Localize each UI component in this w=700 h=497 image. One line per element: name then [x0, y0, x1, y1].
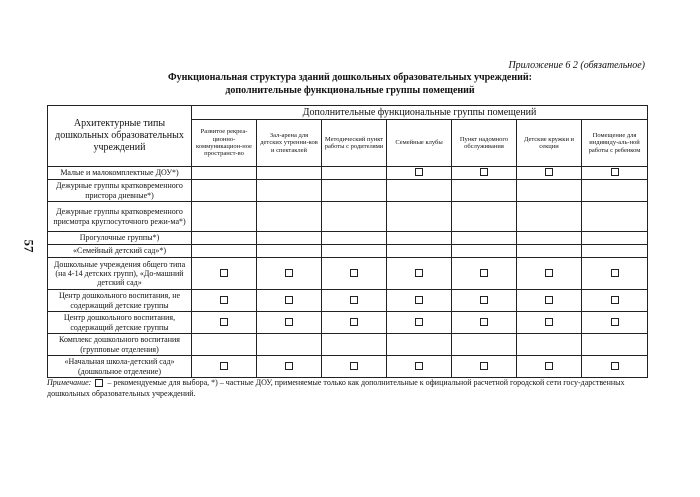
- table-row: [48, 232, 648, 245]
- table-cell: [322, 167, 387, 180]
- table-cell: [322, 245, 387, 258]
- recommended-box-icon: [480, 269, 488, 277]
- table-cell: [192, 290, 257, 312]
- table-cell: [517, 334, 582, 356]
- table-row: [48, 202, 648, 232]
- table-cell: [257, 167, 322, 180]
- table-cell: [582, 356, 648, 378]
- table-cell: [192, 245, 257, 258]
- column-header: Семейные клубы: [387, 120, 452, 167]
- row-label: Дежурные группы кратковременного пристора дневные*): [48, 180, 192, 202]
- table-cell: [582, 245, 648, 258]
- recommended-box-icon: [220, 362, 228, 370]
- recommended-box-icon: [415, 269, 423, 277]
- table-cell: [452, 356, 517, 378]
- recommended-box-icon: [611, 168, 619, 176]
- table-cell: [322, 312, 387, 334]
- table-cell: [387, 258, 452, 290]
- table-cell: [387, 356, 452, 378]
- table-cell: [452, 232, 517, 245]
- table-cell: [452, 180, 517, 202]
- table-cell: [257, 258, 322, 290]
- recommended-box-icon: [415, 362, 423, 370]
- footnote: [47, 378, 652, 400]
- row-label: Малые и малокомплектные ДОУ*): [48, 167, 192, 180]
- table-row: [48, 258, 648, 290]
- table-cell: [257, 202, 322, 232]
- recommended-box-icon: [415, 318, 423, 326]
- table-cell: [517, 180, 582, 202]
- recommended-box-icon: [545, 269, 553, 277]
- recommended-box-icon: [545, 362, 553, 370]
- table-cell: [257, 334, 322, 356]
- table-cell: [387, 180, 452, 202]
- functional-groups-table: [47, 105, 648, 378]
- column-header: Пункт надомного обслуживания: [452, 120, 517, 167]
- footnote-label: Примечание:: [47, 378, 92, 387]
- column-header: Развитое рекреа-ционно-коммуникацион-ное пространст-во: [192, 120, 257, 167]
- table-cell: [517, 258, 582, 290]
- document-title-line1: Функциональная структура зданий дошкольных образовательных учреждений:: [168, 72, 532, 83]
- table-cell: [517, 312, 582, 334]
- recommended-box-icon: [350, 269, 358, 277]
- row-label: Прогулочные группы*): [48, 232, 192, 245]
- recommended-box-icon: [285, 318, 293, 326]
- table-cell: [322, 258, 387, 290]
- recommended-box-icon: [285, 296, 293, 304]
- table-cell: [582, 180, 648, 202]
- recommended-box-icon: [350, 362, 358, 370]
- table-cell: [387, 167, 452, 180]
- recommended-box-icon: [220, 296, 228, 304]
- table-cell: [517, 232, 582, 245]
- table-cell: [387, 245, 452, 258]
- table-cell: [322, 334, 387, 356]
- recommended-box-icon: [480, 168, 488, 176]
- recommended-box-icon: [611, 318, 619, 326]
- row-header: Архитектурные типы дошкольных образовательных учреждений: [48, 106, 192, 167]
- page-number: 57: [21, 239, 37, 253]
- table-cell: [257, 356, 322, 378]
- table-cell: [517, 167, 582, 180]
- recommended-box-icon: [285, 362, 293, 370]
- column-header: Детские кружки и секции: [517, 120, 582, 167]
- row-label: «Семейный детский сад»*): [48, 245, 192, 258]
- group-header: Дополнительные функциональные группы помещений: [192, 106, 648, 120]
- table-cell: [322, 232, 387, 245]
- table-cell: [452, 202, 517, 232]
- table-row: [48, 356, 648, 378]
- table-cell: [387, 290, 452, 312]
- column-header: Помещение для индивиду-аль-ной работы с ребенком: [582, 120, 648, 167]
- document-title-line2: дополнительные функциональные группы помещений: [225, 85, 475, 96]
- recommended-box-icon: [285, 269, 293, 277]
- table-cell: [452, 167, 517, 180]
- table-cell: [517, 245, 582, 258]
- recommended-box-icon: [350, 296, 358, 304]
- table-cell: [322, 180, 387, 202]
- table-cell: [582, 232, 648, 245]
- table-cell: [257, 312, 322, 334]
- recommended-box-icon: [480, 296, 488, 304]
- recommended-box-icon: [480, 362, 488, 370]
- row-label: Центр дошкольного воспитания, содержащий детские группы: [48, 312, 192, 334]
- table-cell: [517, 202, 582, 232]
- table-cell: [452, 334, 517, 356]
- table-cell: [582, 202, 648, 232]
- recommended-box-icon: [415, 168, 423, 176]
- recommended-box-icon: [220, 318, 228, 326]
- column-header: Зал-арена для детских утренни-ков и спектаклей: [257, 120, 322, 167]
- table-cell: [387, 334, 452, 356]
- table-cell: [517, 290, 582, 312]
- recommended-box-icon: [545, 318, 553, 326]
- recommended-box-icon: [480, 318, 488, 326]
- recommended-box-icon: [95, 379, 103, 387]
- table-cell: [582, 334, 648, 356]
- recommended-box-icon: [545, 168, 553, 176]
- table-cell: [452, 290, 517, 312]
- table-row: [48, 290, 648, 312]
- table-cell: [452, 258, 517, 290]
- row-label: Комплекс дошкольного воспитания (групповые отделения): [48, 334, 192, 356]
- table-cell: [322, 356, 387, 378]
- table-cell: [387, 202, 452, 232]
- table-cell: [192, 258, 257, 290]
- table-cell: [257, 232, 322, 245]
- table-cell: [322, 290, 387, 312]
- table-cell: [452, 312, 517, 334]
- table-cell: [582, 312, 648, 334]
- recommended-box-icon: [611, 362, 619, 370]
- table-cell: [192, 167, 257, 180]
- table-cell: [452, 245, 517, 258]
- table-cell: [517, 356, 582, 378]
- table-row: [48, 180, 648, 202]
- table-cell: [257, 180, 322, 202]
- table-cell: [257, 245, 322, 258]
- table-cell: [387, 312, 452, 334]
- table-cell: [387, 232, 452, 245]
- table-cell: [192, 334, 257, 356]
- recommended-box-icon: [220, 269, 228, 277]
- table-cell: [582, 167, 648, 180]
- table-cell: [322, 202, 387, 232]
- row-label: Дошкольные учреждения общего типа (на 4-14 детских групп), «До-машний детский сад»: [48, 258, 192, 290]
- row-label: «Начальная школа-детский сад» (дошкольное отделение): [48, 356, 192, 378]
- table-row: [48, 334, 648, 356]
- footnote-text: – рекомендуемые для выбора, *) – частные ДОУ, применяемые только как дополнительные к официальной расчетной городской сети госу-дарственных дошкольных образовательных учреждений.: [47, 378, 625, 398]
- recommended-box-icon: [545, 296, 553, 304]
- row-label: Центр дошкольного воспитания, не содержащий детские группы: [48, 290, 192, 312]
- table-cell: [192, 232, 257, 245]
- appendix-label: Приложение 6 2 (обязательное): [508, 60, 645, 71]
- recommended-box-icon: [350, 318, 358, 326]
- table-row: [48, 312, 648, 334]
- table-row: [48, 245, 648, 258]
- recommended-box-icon: [611, 269, 619, 277]
- table-cell: [192, 202, 257, 232]
- row-label: Дежурные группы кратковременного присмотра круглосуточного режи-ма*): [48, 202, 192, 232]
- column-header: Методический пункт работы с родителями: [322, 120, 387, 167]
- table-cell: [582, 258, 648, 290]
- recommended-box-icon: [415, 296, 423, 304]
- table-cell: [192, 312, 257, 334]
- table-cell: [582, 290, 648, 312]
- recommended-box-icon: [611, 296, 619, 304]
- table-row: [48, 167, 648, 180]
- table-cell: [192, 356, 257, 378]
- table-cell: [257, 290, 322, 312]
- table-cell: [192, 180, 257, 202]
